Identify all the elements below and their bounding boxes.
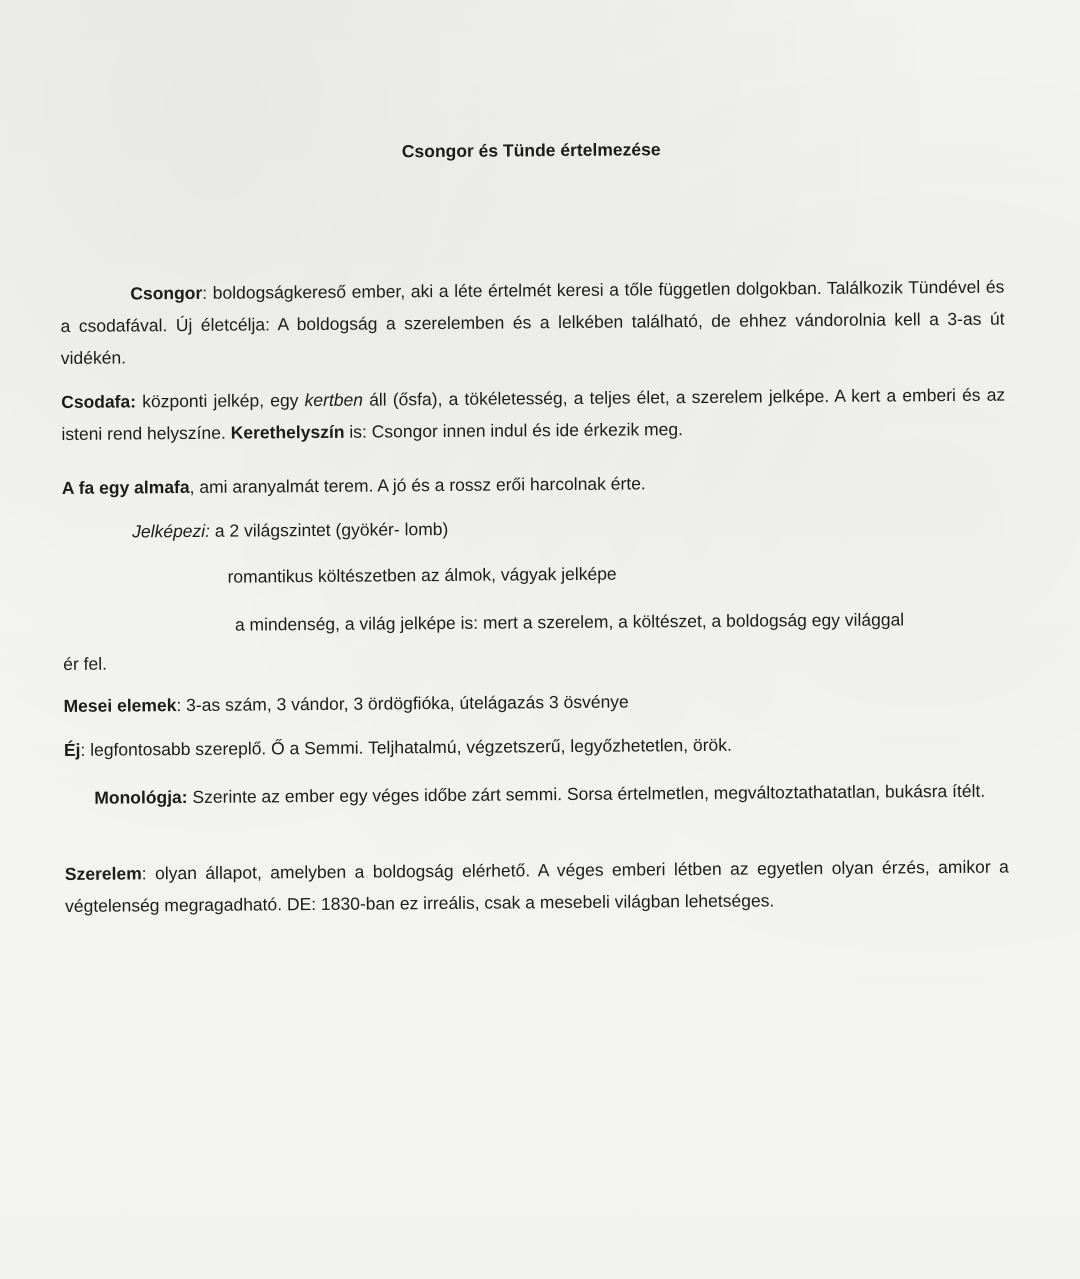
paragraph-csongor xyxy=(60,271,1005,374)
page-title: Csongor és Tünde értelmezése xyxy=(401,139,661,162)
paragraph-text: : boldogságkereső ember, aki a léte értelmét keresi a tőle független dolgokban. Találkozik Tündével és a csodafával. Új életcélja: A boldogság a szerelemben és a lelkében található, de ehhez vándorolnia kell a 3-as út vidékén. xyxy=(60,276,1005,368)
paragraph-jelkepezi xyxy=(132,509,1006,548)
paragraph-text: is: Csongor innen indul és ide érkezik meg. xyxy=(344,419,684,442)
paragraph-romantikus xyxy=(227,555,1006,593)
paragraph-text: : 3-as szám, 3 vándor, 3 ördögfióka, útelágazás 3 ösvénye xyxy=(176,691,629,716)
term-csongor: Csongor xyxy=(130,282,203,304)
paragraph-almafa xyxy=(62,465,1006,504)
paragraph-text: ér fel. xyxy=(63,653,108,674)
paragraph-ej xyxy=(64,727,1008,766)
term-kerethelyszin: Kerethelyszín xyxy=(230,421,345,443)
paragraph-szerelem xyxy=(65,851,1009,922)
paragraph-text: : olyan állapot, amelyben a boldogság elérhető. A véges emberi létben az egyetlen olyan érzés, amikor a végtelenség megragadható. DE: 1830-ban ez irreális, csak a mesebeli világban lehetséges. xyxy=(65,856,1009,916)
italic-word: kertben xyxy=(304,389,364,411)
paragraph-text: romantikus költészetben az álmok, vágyak jelképe xyxy=(227,563,617,587)
label-jelkepezi: Jelképezi: xyxy=(132,520,211,542)
term-almafa: A fa egy almafa xyxy=(61,476,190,498)
paragraph-mindenseg xyxy=(235,602,1025,640)
term-monologja: Monológja: xyxy=(94,787,188,808)
term-ej: Éj xyxy=(63,739,81,760)
term-mesei-elemek: Mesei elemek xyxy=(63,695,177,716)
paragraph-monologja xyxy=(64,775,1008,814)
paragraph-text: központi jelkép, egy xyxy=(135,390,305,412)
paragraph-text: : legfontosabb szereplő. Ő a Semmi. Teljhatalmú, végzetszerű, legyőzhetetlen, örök. xyxy=(80,734,732,760)
paragraph-csodafa xyxy=(61,379,1005,450)
paragraph-mesei-elemek xyxy=(63,683,1007,722)
paragraph-text: a mindenség, a világ jelképe is: mert a szerelem, a költészet, a boldogság egy világgal xyxy=(234,609,905,635)
paragraph-mindenseg-end xyxy=(63,641,1007,680)
term-szerelem: Szerelem xyxy=(64,863,142,884)
term-csodafa: Csodafa: xyxy=(61,391,137,412)
paragraph-text: Szerinte az ember egy véges időbe zárt semmi. Sorsa értelmetlen, megváltoztathatatlan, bukásra ítélt. xyxy=(187,780,986,808)
paragraph-text: , ami aranyalmát terem. A jó és a rossz erői harcolnak érte. xyxy=(189,473,646,497)
paragraph-text: a 2 világszintet (gyökér- lomb) xyxy=(209,518,449,541)
paragraph-text: áll (ősfa), a tökéletesség, a teljes élet, a szerelem jelképe. A kert a emberi és az isteni rend helyszíne. xyxy=(61,384,1006,444)
